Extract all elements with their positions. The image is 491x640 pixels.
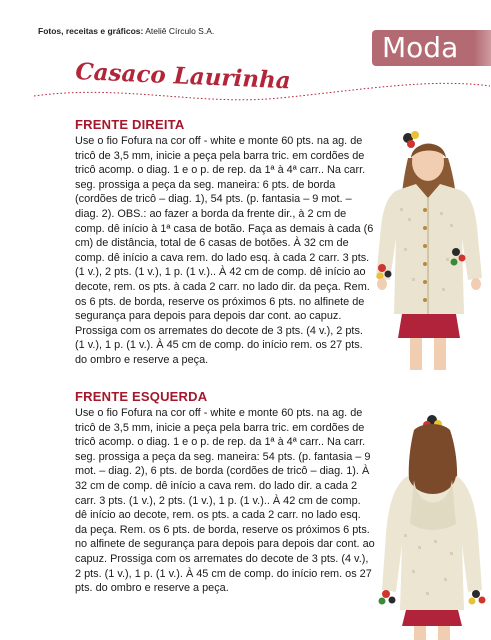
section-frente-esquerda [75, 389, 375, 596]
pattern-title: Casaco Laurinha [74, 58, 292, 95]
decorative-dotted-wave [30, 72, 491, 106]
section-heading: FRENTE ESQUERDA [75, 389, 208, 404]
section-tab [372, 30, 491, 66]
section-frente-direita [75, 117, 375, 368]
credits-label: Fotos, receitas e gráficos: [38, 26, 144, 36]
photo-credits [38, 26, 214, 36]
section-heading: FRENTE DIREITA [75, 117, 185, 132]
photo-model-front [368, 128, 490, 370]
section-body: Use o fio Fofura na cor off - white e monte 60 pts. na ag. de tricô de 3,5 mm, inicie a peça pela barra tric. em cordões de tricô acomp. o diag. 1 e o p. de rep. da 1ª à 4ª carr.. Na carr. seg. prossiga a peça da seg. maneira: 54 pts. (p. fantasia – 9 mot. – diag. 2), 6 pts. de borda (cordões de tricô – diag. 1). À 32 cm de comp. dê início a cava rem. do lado dir. a cada 2 carr. 3 pts. (1 v.), 2 pts. (1 v.), 1 p. (1 v.).. À 42 cm de comp. dê início ao decote, rem. os pts. a cada 2 carr. no lado esq. da peça. Rem. os 6 pts. de borda, reserve os próximos 6 pts. no alfinete de segurança para depois para depois dar cont. ao capuz. Prossiga com os arremates do decote de 3 pts. (4 v.), 2 pts. (1 v.), 1 p. (1 v.). À 45 cm de comp. do início rem. os 27 pts. do ombro e reserve a peça. [75, 407, 375, 595]
section-body: Use o fio Fofura na cor off - white e monte 60 pts. na ag. de tricô de 3,5 mm, inicie a peça pela barra tric. em cordões de tricô acomp. o diag. 1 e o p. de rep. da 1ª à 4ª carr.. Na carr. seg. prossiga a peça da seg. maneira: 6 pts. de borda (cordões de tricô – diag. 1), 54 pts. (p. fantasia – 9 mot. – diag. 2). OBS.: ao fazer a borda da frente dir., à 2 cm de comp. dê início à 1ª casa de botão. Faça as demais à cada (6 cm) de distância, total de 6 casas de botões. À 32 cm de comp. dê início a cava rem. do lado esq. à cada 2 carr. 3 pts. (1 v.), 2 pts. (1 v.), 1 p. (1 v.).. À 42 cm de comp. dê início ao decote, rem. os pts. à cada 2 carr. no lado dir. da peça. Rem. os 6 pts. de borda, reserve os próximos 6 pts. no alfinete de segurança para depois para depois dar cont. ao capuz. Prossiga com os arremates do decote de 3 pts. (4 v.), 2 pts. (1 v.), 1 p. (1 v.). À 45 cm de comp. do início rem. os 27 pts. do ombro e reserve a peça. [75, 135, 374, 366]
section-tab-label: Moda [382, 31, 459, 64]
photo-model-back [374, 414, 490, 640]
credits-value: Ateliê Círculo S.A. [145, 26, 215, 36]
